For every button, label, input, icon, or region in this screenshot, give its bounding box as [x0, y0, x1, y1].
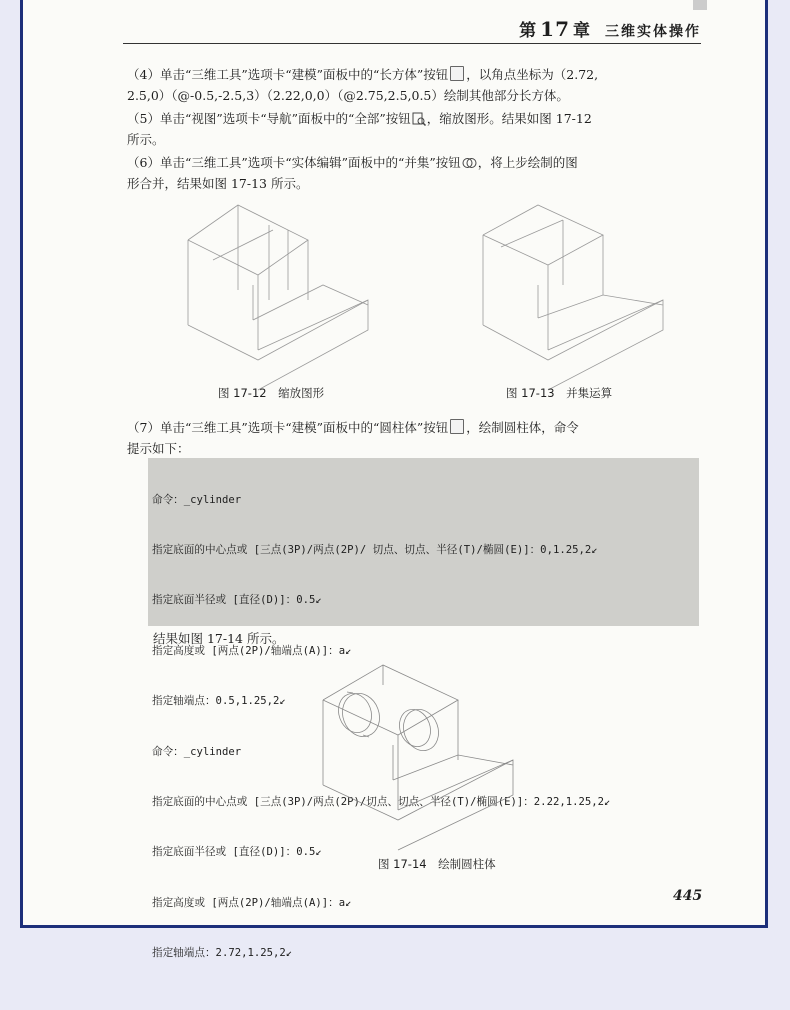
step-5-line-1: （5）单击“视图”选项卡“导航”面板中的“全部”按钮	[127, 111, 411, 126]
code-line: 指定轴端点：0.5,1.25,2↙	[152, 695, 286, 708]
figure-17-14-drawing	[313, 655, 528, 855]
step-4-line-2: 2.5,0）（@-0.5,-2.5,3）（2.22,0,0）（@2.75,2.5,0.5）绘制其他部分长方体。	[127, 88, 569, 103]
step-6-line-1: （6）单击“三维工具”选项卡“实体编辑”面板中的“并集”按钮	[127, 155, 461, 170]
figure-17-13-caption: 图 17-13 并集运算	[506, 386, 613, 400]
step-6-line-1b: ，将上步绘制的图	[477, 155, 578, 170]
step-7-paragraph	[127, 417, 695, 459]
step-6-paragraph	[127, 152, 695, 194]
step-6-line-2: 形合并，结果如图 17-13 所示。	[127, 176, 309, 191]
chapter-suffix: 章	[573, 21, 591, 41]
box-button-icon	[450, 66, 464, 81]
code-line: 指定底面的中心点或 [三点(3P)/两点(2P)/ 切点、切点、半径(T)/椭圆(E)]：0,1.25,2↙	[152, 543, 598, 556]
step-5-line-1b: ，缩放图形。结果如图 17-12	[426, 111, 592, 126]
union-icon	[462, 157, 477, 169]
chapter-prefix: 第	[519, 21, 538, 41]
step-7-line-1: （7）单击“三维工具”选项卡“建模”面板中的“圆柱体”按钮	[127, 420, 449, 435]
result-line: 结果如图 17-14 所示。	[153, 631, 285, 646]
code-line: 指定高度或 [两点(2P)/轴端点(A)]：a↙	[152, 644, 352, 657]
page-number: 445	[673, 888, 703, 904]
chapter-header	[519, 16, 701, 41]
figure-17-12-drawing	[173, 200, 373, 370]
step-7-line-1b: ，绘制圆柱体，命令	[466, 420, 579, 435]
figure-17-12-caption: 图 17-12 缩放图形	[218, 386, 325, 400]
header-rule	[123, 43, 701, 44]
code-line: 指定底面的中心点或 [三点(3P)/两点(2P)/切点、切点、半径(T)/椭圆(E)]：2.22,1.25,2↙	[152, 795, 611, 808]
book-page	[23, 0, 765, 960]
cylinder-button-icon	[450, 419, 464, 434]
step-4-paragraph	[127, 64, 695, 106]
step-5-paragraph	[127, 108, 695, 150]
code-line: 指定高度或 [两点(2P)/轴端点(A)]：a↙	[152, 896, 352, 909]
code-line: 指定底面半径或 [直径(D)]：0.5↙	[152, 594, 322, 607]
step-7-line-2: 提示如下：	[127, 441, 190, 456]
figure-17-14-caption: 图 17-14 绘制圆柱体	[378, 857, 496, 871]
chapter-number: 17	[540, 17, 570, 41]
header-corner-icon	[693, 0, 707, 10]
chapter-title: 三维实体操作	[605, 24, 701, 40]
code-line: 指定底面半径或 [直径(D)]：0.5↙	[152, 846, 322, 859]
step-4-line-1: （4）单击“三维工具”选项卡“建模”面板中的“长方体”按钮	[127, 67, 449, 82]
step-4-line-1b: ，以角点坐标为（2.72,	[466, 67, 599, 82]
figure-17-13-drawing	[463, 200, 673, 370]
code-line: 命令：_cylinder	[152, 745, 242, 758]
step-5-line-2: 所示。	[127, 132, 165, 147]
zoom-all-icon	[412, 112, 426, 126]
code-line: 命令：_cylinder	[152, 493, 242, 506]
code-line: 指定轴端点：2.72,1.25,2↙	[152, 947, 293, 960]
page-frame	[20, 0, 768, 960]
